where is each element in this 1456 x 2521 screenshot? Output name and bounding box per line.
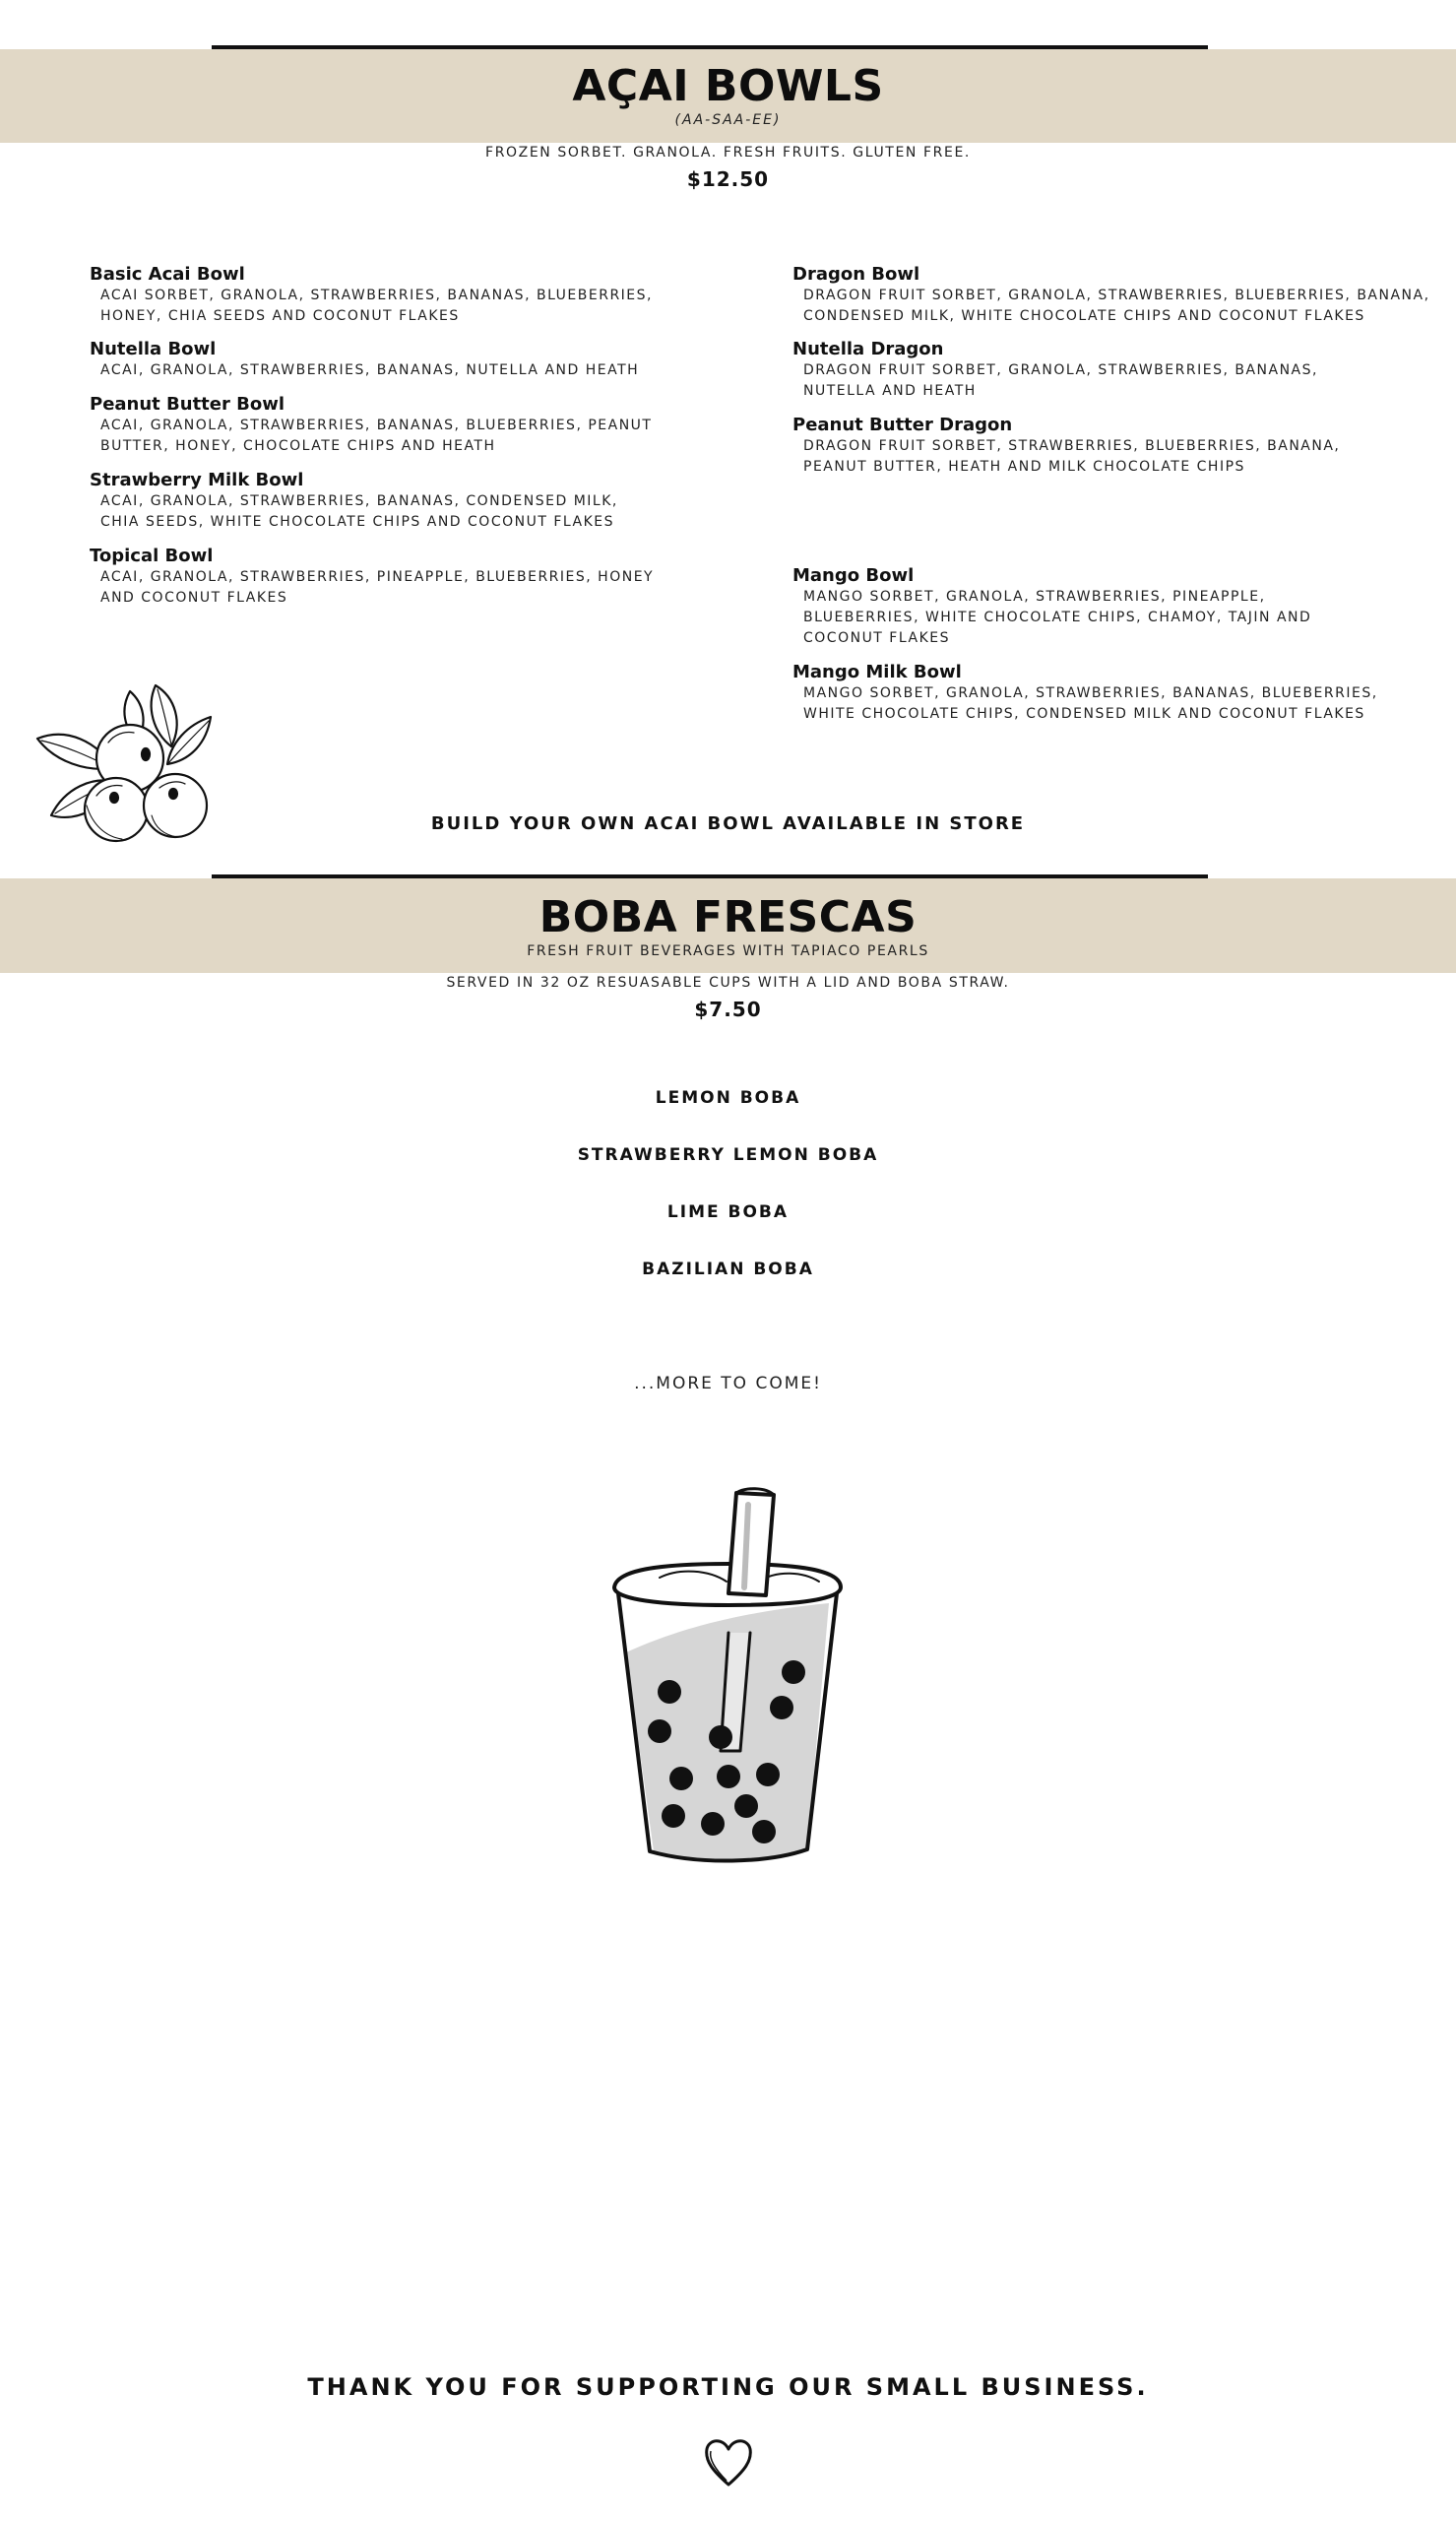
menu-item-mango-milk-bowl xyxy=(792,662,1447,725)
more-to-come: ...MORE TO COME! xyxy=(634,1374,822,1393)
item-description: NUTELLA AND HEATH xyxy=(803,383,977,399)
item-description: CONDENSED MILK, WHITE CHOCOLATE CHIPS AND COCONUT FLAKES xyxy=(803,308,1365,324)
item-name: Mango Milk Bowl xyxy=(792,662,962,682)
build-your-own-callout: BUILD YOUR OWN ACAI BOWL AVAILABLE IN STORE xyxy=(430,813,1026,834)
item-description: DRAGON FRUIT SORBET, GRANOLA, STRAWBERRIES, BLUEBERRIES, BANANA, xyxy=(803,288,1430,303)
item-name: Peanut Butter Dragon xyxy=(792,415,1013,435)
menu-item-dragon-bowl xyxy=(792,264,1447,327)
acai-tagline: FROZEN SORBET. GRANOLA. FRESH FRUITS. GLUTEN FREE. xyxy=(485,145,971,161)
menu-item-basic-acai-bowl xyxy=(90,264,700,327)
item-name: Nutella Bowl xyxy=(90,339,217,359)
item-description: MANGO SORBET, GRANOLA, STRAWBERRIES, PINEAPPLE, xyxy=(803,589,1266,605)
item-name: Basic Acai Bowl xyxy=(90,264,245,285)
acai-left-column xyxy=(90,264,700,618)
item-name: Strawberry Milk Bowl xyxy=(90,470,304,490)
boba-served-note: SERVED IN 32 OZ RESUASABLE CUPS WITH A LID AND BOBA STRAW. xyxy=(446,975,1010,991)
item-name: Mango Bowl xyxy=(792,565,915,586)
boba-subtitle: FRESH FRUIT BEVERAGES WITH TAPIACO PEARLS xyxy=(527,943,929,959)
boba-cup-illustration xyxy=(610,1485,847,1869)
item-description: ACAI SORBET, GRANOLA, STRAWBERRIES, BANANAS, BLUEBERRIES, xyxy=(100,288,653,303)
menu-item-strawberry-milk-bowl xyxy=(90,470,700,533)
item-description: BUTTER, HONEY, CHOCOLATE CHIPS AND HEATH xyxy=(100,438,496,454)
item-description: ACAI, GRANOLA, STRAWBERRIES, BANANAS, CONDENSED MILK, xyxy=(100,493,618,509)
boba-item-brazilian: BAZILIAN BOBA xyxy=(642,1260,814,1279)
item-description: WHITE CHOCOLATE CHIPS, CONDENSED MILK AND COCONUT FLAKES xyxy=(803,706,1365,722)
item-description: HONEY, CHIA SEEDS AND COCONUT FLAKES xyxy=(100,308,460,324)
item-name: Peanut Butter Bowl xyxy=(90,394,285,415)
boba-item-lime: LIME BOBA xyxy=(666,1202,790,1222)
item-name: Topical Bowl xyxy=(90,546,214,566)
item-description: PEANUT BUTTER, HEATH AND MILK CHOCOLATE CHIPS xyxy=(803,459,1245,475)
item-description: AND COCONUT FLAKES xyxy=(100,590,288,606)
heart-icon xyxy=(703,2435,754,2489)
item-description: ACAI, GRANOLA, STRAWBERRIES, PINEAPPLE, BLUEBERRIES, HONEY xyxy=(100,569,655,585)
menu-item-nutella-dragon xyxy=(792,339,1447,402)
item-description: COCONUT FLAKES xyxy=(803,630,950,646)
acai-title: AÇAI BOWLS xyxy=(572,61,884,111)
menu-item-nutella-bowl xyxy=(90,339,700,381)
acai-right-column xyxy=(792,264,1447,727)
acai-pronunciation: (AA-SAA-EE) xyxy=(674,112,782,128)
menu-item-peanut-butter-dragon xyxy=(792,415,1447,478)
acai-price: $12.50 xyxy=(686,167,770,191)
boba-item-lemon: LEMON BOBA xyxy=(655,1088,801,1108)
boba-price: $7.50 xyxy=(694,998,762,1021)
item-description: ACAI, GRANOLA, STRAWBERRIES, BANANAS, NUTELLA AND HEATH xyxy=(100,362,640,378)
item-description: ACAI, GRANOLA, STRAWBERRIES, BANANAS, BLUEBERRIES, PEANUT xyxy=(100,418,653,433)
boba-title: BOBA FRESCAS xyxy=(538,892,918,942)
item-description: BLUEBERRIES, WHITE CHOCOLATE CHIPS, CHAMOY, TAJIN AND xyxy=(803,610,1312,625)
menu-item-peanut-butter-bowl xyxy=(90,394,700,457)
thank-you-message: THANK YOU FOR SUPPORTING OUR SMALL BUSINESS. xyxy=(307,2373,1149,2401)
item-description: DRAGON FRUIT SORBET, STRAWBERRIES, BLUEBERRIES, BANANA, xyxy=(803,438,1341,454)
boba-item-strawberry-lemon: STRAWBERRY LEMON BOBA xyxy=(577,1145,879,1165)
menu-item-mango-bowl xyxy=(792,565,1447,649)
item-description: MANGO SORBET, GRANOLA, STRAWBERRIES, BANANAS, BLUEBERRIES, xyxy=(803,685,1378,701)
menu-item-topical-bowl xyxy=(90,546,700,609)
item-description: DRAGON FRUIT SORBET, GRANOLA, STRAWBERRIES, BANANAS, xyxy=(803,362,1318,378)
item-name: Dragon Bowl xyxy=(792,264,920,285)
item-description: CHIA SEEDS, WHITE CHOCOLATE CHIPS AND COCONUT FLAKES xyxy=(100,514,614,530)
item-name: Nutella Dragon xyxy=(792,339,944,359)
